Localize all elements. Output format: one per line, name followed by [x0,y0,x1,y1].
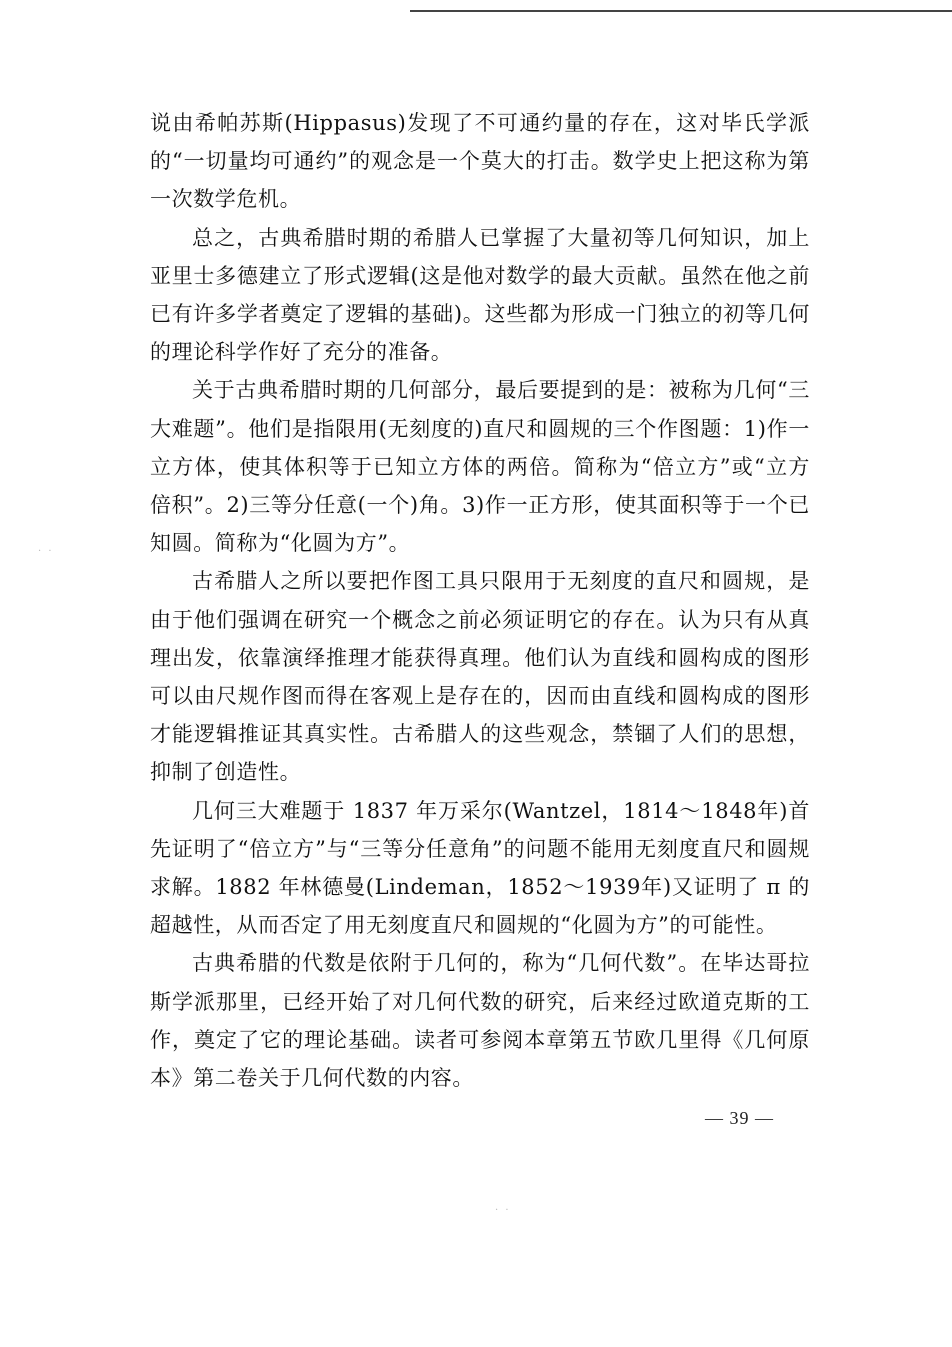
paragraph-5: 几何三大难题于 1837 年万采尔(Wantzel，1814～1848年)首先证明了“倍立方”与“三等分任意角”的问题不能用无刻度直尺和圆规求解。1882 年林德曼(Lindeman，1852～1939年)又证明了 π 的超越性，从而否定了用无刻度直尺和圆规的“化圆为方”的可能性。 [150,798,810,938]
scan-bottom-marks: · · [495,1205,511,1216]
top-rule [410,10,952,12]
paragraph-2: 总之，古典希腊时期的希腊人已掌握了大量初等几何知识，加上亚里士多德建立了形式逻辑(这是他对数学的最大贡献。虽然在他之前已有许多学者奠定了逻辑的基础)。这些都为形成一门独立的初等几何的理论科学作好了充分的准备。 [150,225,810,365]
paragraph-1: 说由希帕苏斯(Hippasus)发现了不可通约量的存在，这对毕氏学派的“一切量均可通约”的观念是一个莫大的打击。数学史上把这称为第一次数学危机。 [150,111,810,212]
paragraph-3: 关于古典希腊时期的几何部分，最后要提到的是：被称为几何“三大难题”。他们是指限用(无刻度的)直尺和圆规的三个作图题：1)作一立方体，使其体积等于已知立方体的两倍。简称为“倍立方”或“立方倍积”。2)三等分任意(一个)角。3)作一正方形，使其面积等于一个已知圆。简称为“化圆为方”。 [150,378,810,556]
paragraph-6: 古典希腊的代数是依附于几何的，称为“几何代数”。在毕达哥拉斯学派那里，已经开始了对几何代数的研究，后来经过欧道克斯的工作，奠定了它的理论基础。读者可参阅本章第五节欧几里得《几何原本》第二卷关于几何代数的内容。 [150,951,810,1091]
scan-margin-marks: · · [38,546,54,557]
page-number: — 39 — [705,1108,774,1128]
paragraph-4: 古希腊人之所以要把作图工具只限用于无刻度的直尺和圆规，是由于他们强调在研究一个概念之前必须证明它的存在。认为只有从真理出发，依靠演绎推理才能获得真理。他们认为直线和圆构成的图形可以由尺规作图而得在客观上是存在的，因而由直线和圆构成的图形才能逻辑推证其真实性。古希腊人的这些观念，禁锢了人们的思想，抑制了创造性。 [150,569,810,785]
page-body [150,104,810,1097]
